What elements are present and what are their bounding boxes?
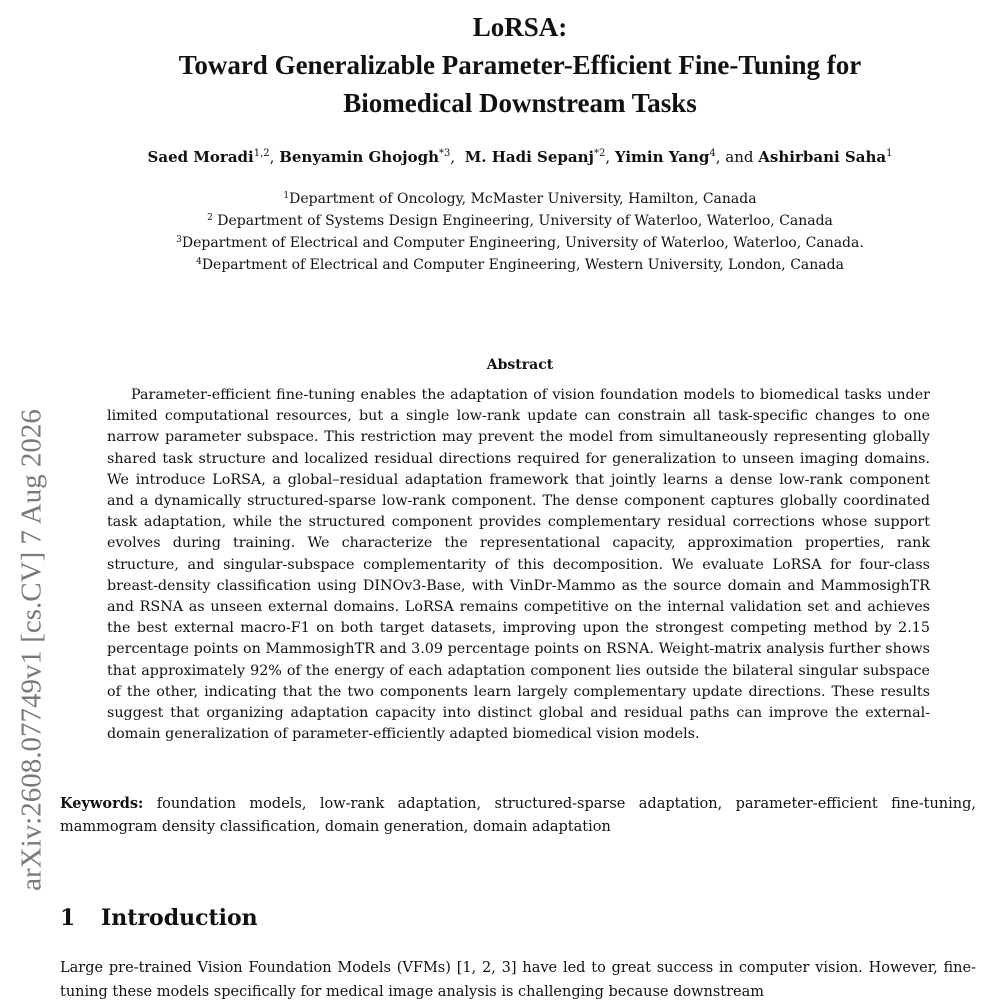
keywords-label: Keywords: bbox=[60, 795, 144, 812]
author-name: M. Hadi Sepanj bbox=[464, 148, 594, 166]
author-name: Ashirbani Saha bbox=[758, 148, 887, 166]
abstract-heading: Abstract bbox=[486, 357, 554, 373]
section-number: 1 bbox=[60, 905, 76, 931]
author-separator: , bbox=[450, 148, 465, 166]
affiliation-list bbox=[60, 188, 980, 276]
paper-title bbox=[60, 8, 980, 122]
affiliation-line bbox=[60, 254, 980, 276]
arxiv-identifier-stamp bbox=[0, 0, 60, 1000]
affiliation-marker: 3 bbox=[176, 235, 182, 245]
author-separator: , bbox=[269, 148, 280, 166]
affiliation-text: Department of Oncology, McMaster University, Hamilton, Canada bbox=[289, 191, 757, 207]
author-affiliation-marker: 4 bbox=[709, 148, 716, 159]
affiliation-marker: 1 bbox=[283, 191, 290, 201]
affiliation-line bbox=[60, 188, 980, 210]
author-affiliation-marker: *3 bbox=[439, 148, 451, 159]
author-affiliation-marker: 1,2 bbox=[253, 148, 270, 159]
affiliation-line bbox=[60, 232, 980, 254]
author-name: Yimin Yang bbox=[614, 148, 710, 166]
author-separator: , and bbox=[715, 148, 759, 166]
author-list bbox=[60, 146, 980, 168]
arxiv-identifier-text: arXiv:2608.07749v1 [cs.CV] 7 Aug 2026 bbox=[15, 409, 48, 891]
affiliation-text: Department of Electrical and Computer Engineering, Western University, London, Canada bbox=[201, 257, 844, 273]
affiliation-text: Department of Systems Design Engineering, University of Waterloo, Waterloo, Canada bbox=[212, 213, 833, 229]
author-name: Saed Moradi bbox=[147, 148, 254, 166]
title-line: Toward Generalizable Parameter-Efficient Fine-Tuning for bbox=[178, 50, 862, 80]
title-line: LoRSA: bbox=[472, 12, 568, 42]
introduction-paragraph: Large pre-trained Vision Foundation Models (VFMs) [1, 2, 3] have led to great success in computer vision. However, fine-tuning these models specifically for medical image analysis is challenging because downstream bbox=[60, 960, 976, 1000]
author-name: Benyamin Ghojogh bbox=[279, 148, 440, 166]
affiliation-line bbox=[60, 210, 980, 232]
keywords-list: foundation models, low-rank adaptation, structured-sparse adaptation, parameter-efficient fine-tuning, mammogram density classification, domain generation, domain adaptation bbox=[60, 796, 976, 835]
affiliation-marker: 4 bbox=[196, 257, 202, 267]
author-separator: , bbox=[605, 148, 615, 166]
title-line: Biomedical Downstream Tasks bbox=[343, 88, 697, 118]
section-heading-introduction bbox=[60, 905, 258, 931]
author-affiliation-marker: 1 bbox=[886, 148, 893, 159]
affiliation-text: Department of Electrical and Computer Engineering, University of Waterloo, Waterloo, Canada. bbox=[181, 235, 864, 251]
section-title: Introduction bbox=[101, 905, 258, 931]
author-affiliation-marker: *2 bbox=[593, 148, 606, 159]
abstract-body: Parameter-efficient fine-tuning enables the adaptation of vision foundation models to biomedical tasks under limited computational resources, but a single low-rank update can constrain all task-specific changes to one narrow parameter subspace. This restriction may prevent the model from simultaneously representing globally shared task structure and localized residual directions required for generalization to unseen imaging domains. We introduce LoRSA, a global–residual adaptation framework that jointly learns a dense low-rank component and a dynamically structured-sparse low-rank component. The dense component captures globally coordinated task adaptation, while the structured component provides complementary residual corrections whose support evolves during training. We characterize the representational capacity, approximation properties, rank structure, and singular-subspace complementarity of this decomposition. We evaluate LoRSA for four-class breast-density classification using DINOv3-Base, with VinDr-Mammo as the source domain and MammosighTR and RSNA as unseen external domains. LoRSA remains competitive on the internal validation set and achieves the best external macro-F1 on both target datasets, improving upon the strongest competing method by 2.15 percentage points on MammosighTR and 3.09 percentage points on RSNA. Weight-matrix analysis further shows that approximately 92% of the energy of each adaptation component lies outside the bilateral singular subspace of the other, indicating that the two components learn largely complementary update directions. These results suggest that organizing adaptation capacity into distinct global and residual paths can improve the external-domain generalization of parameter-efficiently adapted biomedical vision models. bbox=[107, 387, 930, 743]
affiliation-marker: 2 bbox=[207, 213, 213, 223]
keywords-paragraph bbox=[60, 792, 976, 839]
